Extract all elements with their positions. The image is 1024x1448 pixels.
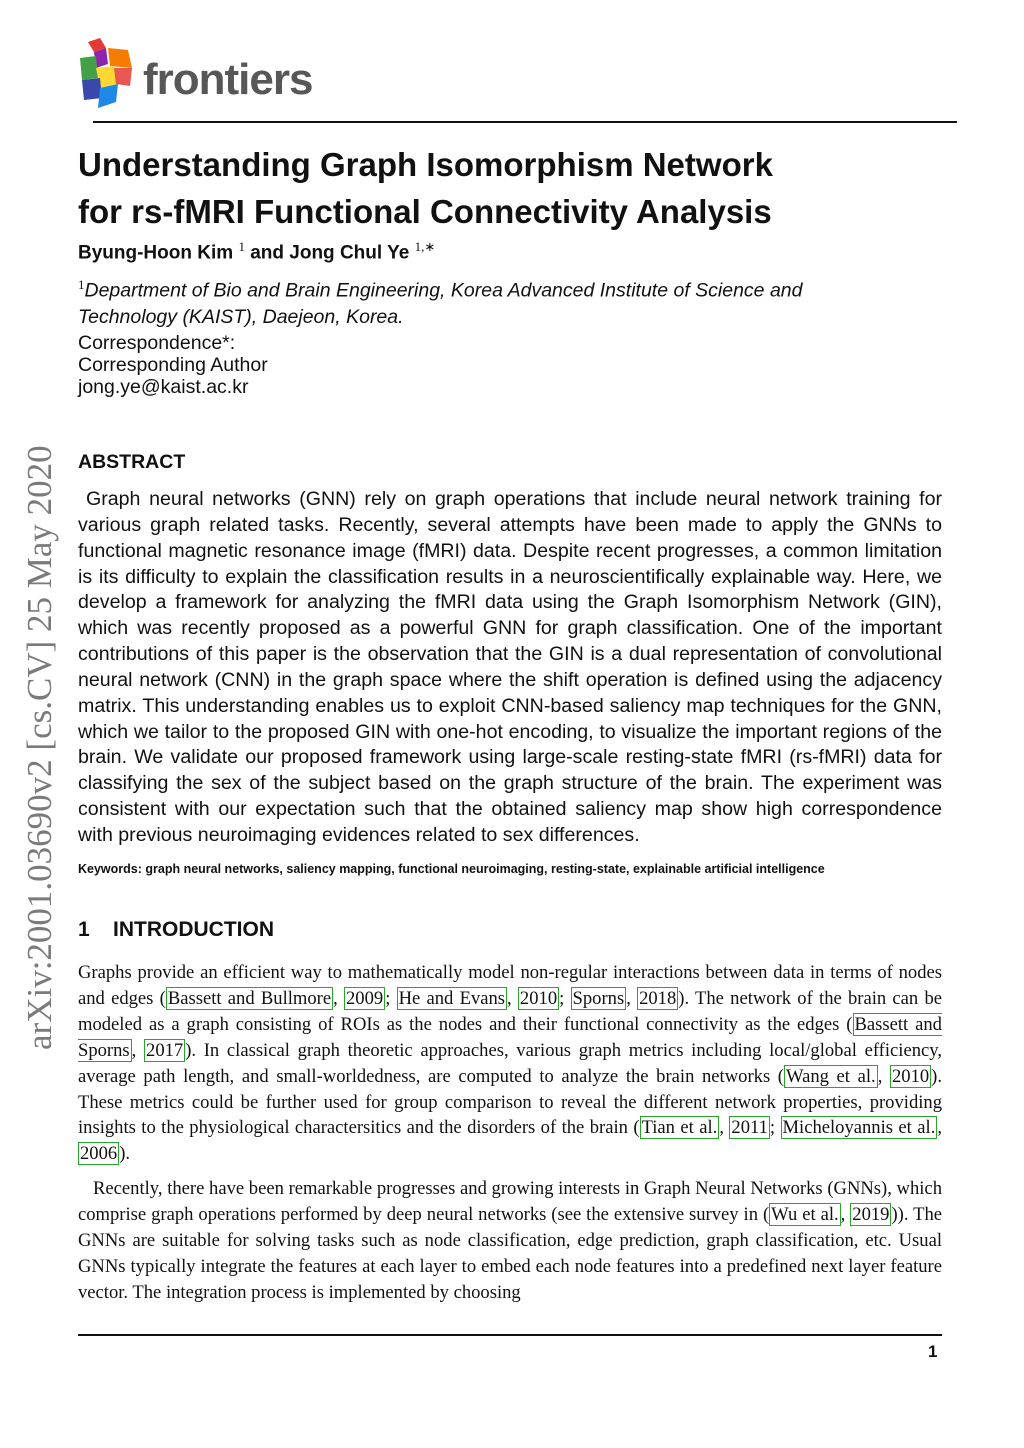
citation-separator: ; (559, 987, 571, 1009)
paragraph-text: Recently, there have been remarkable progresses and growing interests in Graph Neural Networks (GNNs), which comprise graph operations performed by deep neural networks (see the extensive survey in ( (78, 1178, 942, 1225)
arxiv-stamp: arXiv:2001.03690v2 [cs.CV] 25 May 2020 (20, 445, 59, 1050)
paragraph-text: ). In classical graph theoretic approaches, various graph metrics including local/global efficiency, average path length, and small-worldedness, are computed to analyze the brain networks ( (78, 1039, 942, 1087)
citation-year-link[interactable]: 2011 (731, 1117, 768, 1139)
citation-separator: , (131, 1039, 145, 1061)
citation-separator: ; (769, 1117, 781, 1139)
section-heading (78, 918, 274, 942)
correspondence-role: Corresponding Author (78, 354, 268, 376)
affiliation (78, 272, 938, 330)
title-line-1: Understanding Graph Isomorphism Network (78, 146, 773, 183)
citation-link[interactable]: Wu et al. (771, 1203, 839, 1225)
author-name: Byung-Hoon Kim (78, 242, 234, 264)
citation-year-link[interactable]: 2006 (80, 1143, 118, 1165)
paragraph-text: ). (119, 1143, 131, 1165)
author-affiliation-marker: 1 (238, 239, 245, 254)
author-name: Jong Chul Ye (289, 242, 410, 264)
citation-link[interactable]: He and Evans (398, 987, 506, 1009)
citation-year-link[interactable]: 2009 (346, 987, 384, 1009)
citation-year-link[interactable]: 2010 (891, 1065, 930, 1087)
citation-year-link[interactable]: 2019 (852, 1203, 890, 1225)
citation-separator: , (333, 987, 344, 1009)
affiliation-line: Technology (KAIST), Daejeon, Korea. (78, 305, 404, 328)
citation-link[interactable]: Bassett and Sporns (78, 1013, 942, 1061)
citation-separator: , (719, 1117, 730, 1139)
citation-year-link[interactable]: 2017 (146, 1039, 184, 1061)
citation-year-link[interactable]: 2018 (639, 987, 677, 1009)
paragraph-text: )). The GNNs are suitable for solving tasks such as node classification, edge prediction, graph classification, etc. Usual GNNs typically integrate the features at each layer to embed each node features into a predefined next layer feature vector. The integration process is implemented by choosing (78, 1203, 943, 1303)
citation-link[interactable]: Tian et al. (641, 1117, 718, 1139)
citation-year-link[interactable]: 2010 (519, 987, 558, 1009)
header-rule (93, 121, 957, 123)
citation-link[interactable]: Bassett and Bullmore (167, 987, 332, 1009)
paragraph-text: Graphs provide an efficient way to mathematically model non-regular interactions between data in terms of nodes and edges ( (78, 962, 942, 1009)
paper-title (78, 141, 938, 235)
paragraph-text: ). The network of the brain can be modeled as a graph consisting of ROIs as the nodes and their functional connectivity as the edges ( (78, 987, 943, 1035)
citation-link[interactable]: Micheloyannis et al. (782, 1117, 936, 1139)
footer-rule (78, 1334, 942, 1336)
correspondence-block (78, 332, 268, 398)
citation-separator: ; (385, 987, 397, 1009)
section-title: INTRODUCTION (113, 918, 274, 941)
author-affiliation-marker: 1,∗ (414, 239, 436, 254)
correspondence-label: Correspondence*: (78, 332, 236, 354)
abstract-heading: ABSTRACT (78, 451, 186, 473)
citation-link[interactable]: Sporns (572, 987, 625, 1009)
affiliation-marker: 1 (78, 277, 85, 292)
body-paragraph (78, 1176, 942, 1306)
affiliation-line: Department of Bio and Brain Engineering, Korea Advanced Institute of Science and (84, 279, 803, 302)
keywords: Keywords: graph neural networks, saliency mapping, functional neuroimaging, resting-state, explainable artificial intelligence (78, 862, 825, 876)
section-number: 1 (78, 918, 90, 941)
citation-separator: , (626, 987, 638, 1009)
brand-wordmark: frontiers (143, 55, 313, 104)
abstract-text: Graph neural networks (GNN) rely on graph operations that include neural network training for various graph related tasks. Recently, several attempts have been made to apply the GNNs to functional magnetic resonance image (fMRI) data. Despite recent progresses, a common limitation is its difficulty to explain the classification results in a neuroscientifically explainable way. Here, we develop a framework for analyzing the fMRI data using the Graph Isomorphism Network (GIN), which was recently proposed as a powerful GNN for graph classification. One of the important contributions of this paper is the observation that the GIN is a dual representation of convolutional neural network (CNN) in the graph space where the shift operation is defined using the adjacency matrix. This understanding enables us to exploit CNN-based saliency map techniques for the GNN, which we tailor to the proposed GIN with one-hot encoding, to visualize the important regions of the brain. We validate our proposed framework using large-scale resting-state fMRI (rs-fMRI) data for classifying the sex of the subject based on the graph structure of the brain. The experiment was consistent with our expectation such that the obtained saliency map show high correspondence with previous neuroimaging evidences related to sex differences. (78, 488, 942, 846)
author-list (78, 239, 435, 264)
paragraph-text: ). These metrics could be further used for group comparison to reveal the different network properties, providing insights to the physiological charactersitics and the disorders of the brain ( (78, 1065, 943, 1139)
citation-separator: , (840, 1203, 851, 1225)
citation-separator: , (507, 987, 518, 1009)
citation-separator: , (877, 1065, 890, 1087)
citation-link[interactable]: Wang et al. (786, 1065, 876, 1087)
author-conjunction: and (250, 242, 284, 264)
page-number: 1 (928, 1342, 938, 1361)
body-paragraph (78, 960, 942, 1167)
correspondence-email[interactable]: jong.ye@kaist.ac.kr (78, 376, 249, 398)
frontiers-logo-icon (78, 38, 138, 110)
citation-separator: , (937, 1117, 942, 1139)
title-line-2: for rs-fMRI Functional Connectivity Analysis (78, 193, 772, 230)
